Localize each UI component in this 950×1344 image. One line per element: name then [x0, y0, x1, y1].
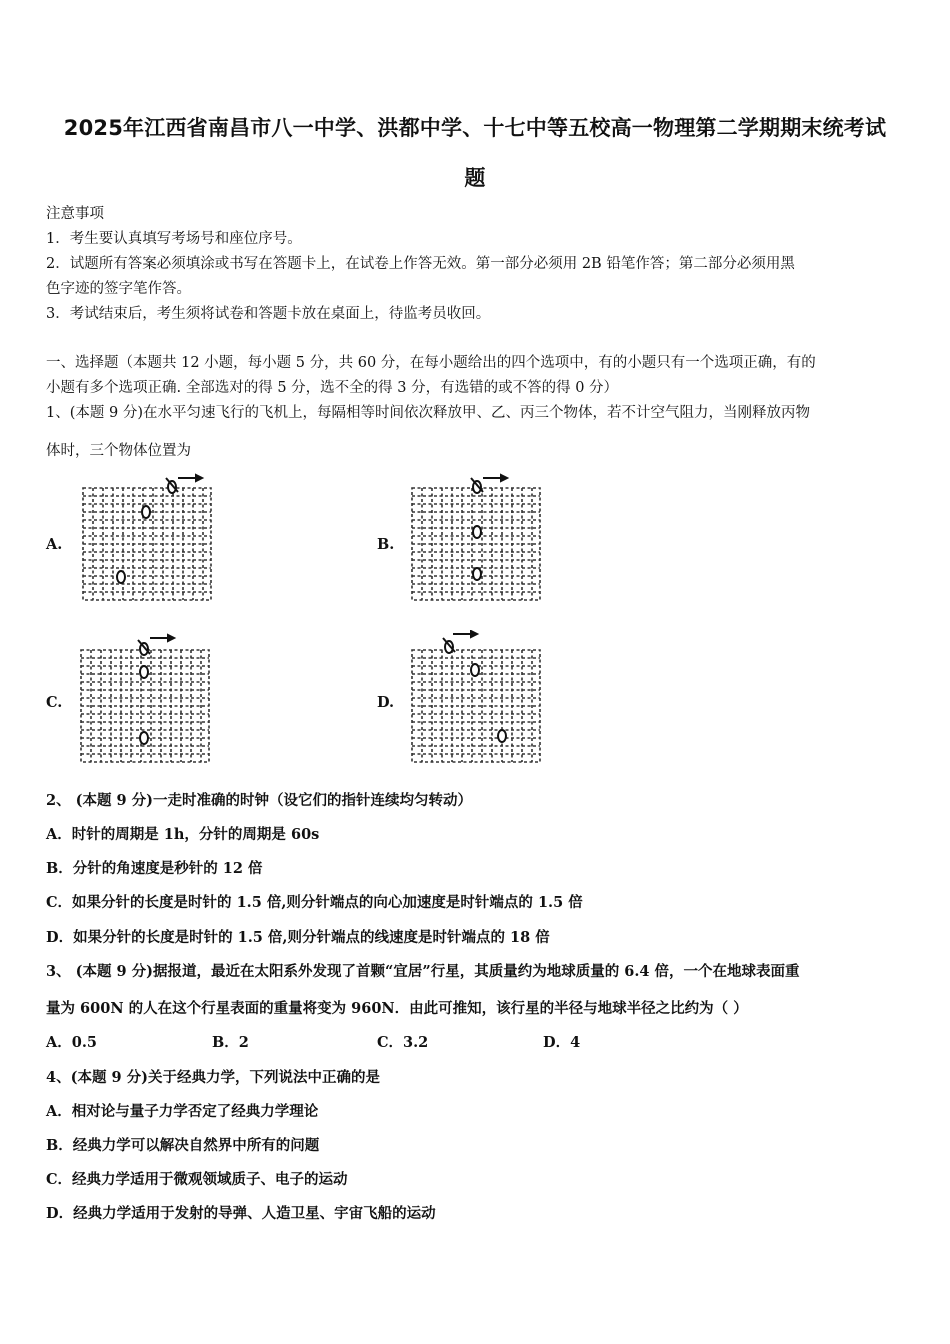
q2-stem: 2、 (本题 9 分)一走时准确的时钟（设它们的指针连续均匀转动） [46, 792, 473, 809]
notice-item-2a: 2．试题所有答案必须填涂或书写在答题卡上，在试卷上作答无效。第一部分必须用 2B 铅笔作答；第二部分必须用黑 [46, 256, 795, 272]
q1-figure-a-svg [78, 470, 218, 605]
q2-option-b: B．分针的角速度是秒针的 12 倍 [46, 860, 263, 877]
notice-item-3: 3．考试结束后，考生须将试卷和答题卡放在桌面上，待监考员收回。 [46, 306, 491, 322]
q1-figure-c-svg [76, 630, 216, 765]
grid-lines [83, 488, 211, 600]
section-intro-b: 小题有多个选项正确. 全部选对的得 5 分，选不全的得 3 分，有选错的或不答的得 0 分） [46, 380, 619, 396]
q1-figure-c [76, 630, 216, 765]
q3-option-d: D．4 [543, 1034, 581, 1051]
q1-option-b-label: B. [377, 536, 395, 553]
q3-option-c: C．3.2 [377, 1034, 429, 1051]
object-2 [498, 730, 506, 742]
q3-stem-a: 3、 (本题 9 分)据报道，最近在太阳系外发现了首颗“宜居”行星，其质量约为地球质量的 6.4 倍，一个在地球表面重 [46, 963, 800, 980]
q4-option-c: C．经典力学适用于微观领域质子、电子的运动 [46, 1171, 348, 1188]
q1-stem-a: 1、(本题 9 分)在水平匀速飞行的飞机上，每隔相等时间依次释放甲、乙、丙三个物体，若不计空气阻力，当刚释放丙物 [46, 405, 810, 421]
object-2 [117, 571, 125, 583]
q1-option-c-label: C. [46, 694, 63, 711]
exam-title-line1: 2025年江西省南昌市八一中学、洪都中学、十七中等五校高一物理第二学期期末统考试 [63, 116, 887, 140]
q1-figure-d-svg [407, 630, 547, 765]
q2-option-a: A．时针的周期是 1h，分针的周期是 60s [46, 826, 320, 843]
q4-option-b: B．经典力学可以解决自然界中所有的问题 [46, 1137, 320, 1154]
q1-option-a-label: A. [46, 536, 63, 553]
section-intro-a: 一、选择题（本题共 12 小题，每小题 5 分，共 60 分，在每小题给出的四个选项中，有的小题只有一个选项正确，有的 [46, 355, 816, 371]
q4-stem: 4、(本题 9 分)关于经典力学，下列说法中正确的是 [46, 1069, 380, 1086]
object-1 [471, 664, 479, 676]
q4-option-d: D．经典力学适用于发射的导弹、人造卫星、宇宙飞船的运动 [46, 1205, 436, 1222]
notice-heading: 注意事项 [46, 206, 104, 222]
airplane-icon [138, 635, 174, 655]
q3-option-a: A．0.5 [46, 1034, 97, 1051]
object-1 [473, 526, 481, 538]
q2-option-c: C．如果分针的长度是时针的 1.5 倍,则分针端点的向心加速度是时针端点的 1.5 倍 [46, 894, 583, 911]
q1-figure-d [407, 630, 547, 765]
q1-figure-b [407, 470, 547, 605]
exam-title-line2: 题 [464, 166, 486, 190]
q2-option-d: D．如果分针的长度是时针的 1.5 倍,则分针端点的线速度是时针端点的 18 倍 [46, 929, 550, 946]
q1-option-d-label: D. [377, 694, 395, 711]
object-1 [140, 666, 148, 678]
q4-option-a: A．相对论与量子力学否定了经典力学理论 [46, 1103, 319, 1120]
notice-item-2b: 色字迹的签字笔作答。 [46, 281, 191, 297]
q3-option-b: B．2 [212, 1034, 249, 1051]
object-1 [142, 506, 150, 518]
notice-item-1: 1．考生要认真填写考场号和座位序号。 [46, 231, 302, 247]
object-2 [473, 568, 481, 580]
q1-figure-b-svg [407, 470, 547, 605]
airplane-icon [166, 475, 202, 493]
airplane-icon [443, 631, 477, 653]
q1-figure-a [78, 470, 218, 605]
q3-stem-b: 量为 600N 的人在这个行星表面的重量将变为 960N．由此可推知，该行星的半径与地球半径之比约为（ ） [46, 1000, 748, 1017]
grid-lines [412, 488, 540, 600]
q1-stem-b: 体时，三个物体位置为 [46, 443, 191, 459]
object-2 [140, 732, 148, 744]
